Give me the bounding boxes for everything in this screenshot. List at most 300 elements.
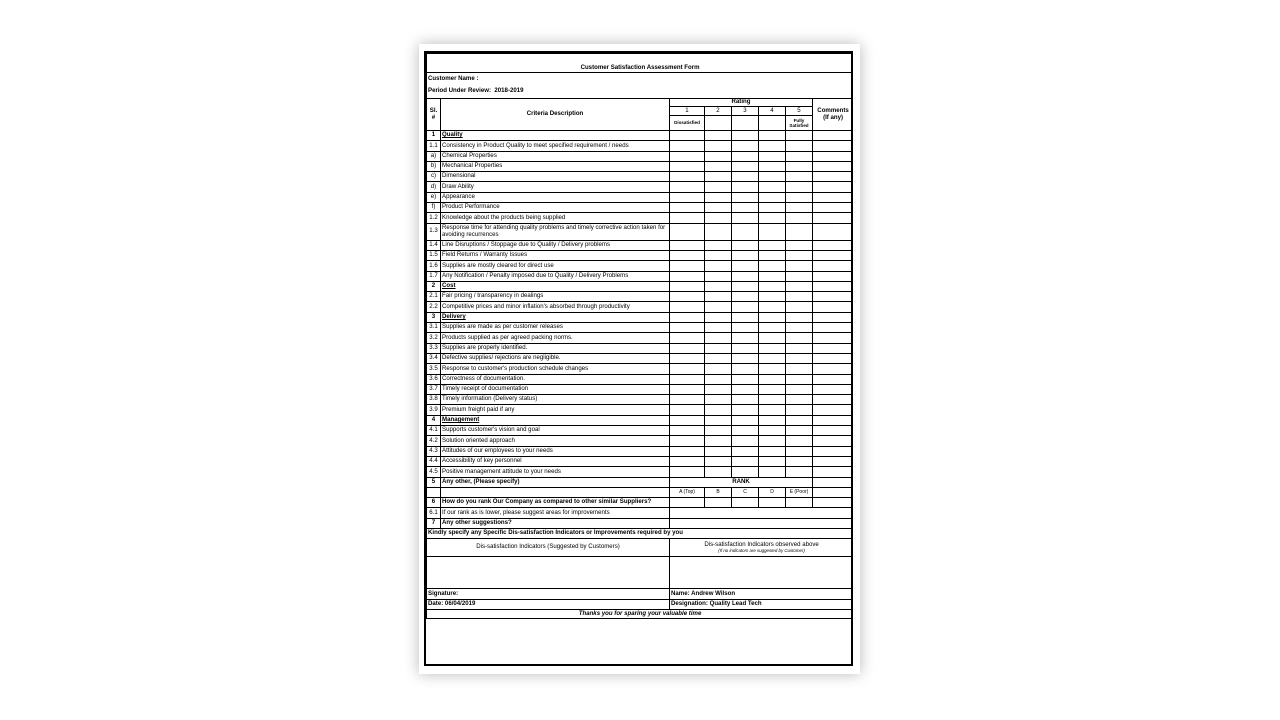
rating-cell-1[interactable] (670, 261, 705, 271)
rating-cell-2[interactable] (705, 467, 732, 477)
rating-cell-5[interactable] (786, 353, 813, 363)
rating-cell-4[interactable] (759, 182, 786, 192)
comments-cell[interactable] (813, 364, 854, 374)
rating-cell-3[interactable] (732, 151, 759, 161)
criteria-row (427, 141, 854, 151)
row-number: c) (427, 172, 441, 182)
q61-text: If our rank as is lower, please suggest areas for improvements (441, 508, 670, 518)
period-under-review (427, 85, 854, 99)
row-number: 4.4 (427, 456, 441, 466)
comments-cell[interactable] (813, 203, 854, 213)
rating-cell-1[interactable] (670, 343, 705, 353)
comments-cell[interactable] (813, 151, 854, 161)
rating-cell-2[interactable] (705, 405, 732, 415)
criteria-text: Mechanical Properties (441, 161, 670, 171)
q61-answer[interactable] (670, 508, 854, 518)
rating-cell-2[interactable] (705, 172, 732, 182)
indicators-left-box[interactable] (427, 557, 670, 589)
criteria-text: Supports customer's vision and goal (441, 426, 670, 436)
criteria-row (427, 203, 854, 213)
rating-cell-5[interactable] (786, 405, 813, 415)
comments-cell (813, 312, 854, 322)
criteria-row (427, 353, 854, 363)
criteria-row (427, 271, 854, 281)
rating-cell-4[interactable] (759, 151, 786, 161)
comments-cell (813, 415, 854, 425)
rating-cell-5[interactable] (786, 446, 813, 456)
period-value: 2018-2019 (494, 87, 524, 95)
row-number: 3.9 (427, 405, 441, 415)
rating-cell-3[interactable] (732, 343, 759, 353)
rating-dissatisfied-label: Dissatisfied (670, 116, 705, 131)
criteria-text: Correctness of documentation. (441, 374, 670, 384)
rating-cell-4[interactable] (759, 374, 786, 384)
rating-cell-4[interactable] (759, 333, 786, 343)
row-number: 4.3 (427, 446, 441, 456)
rating-cell-4[interactable] (759, 192, 786, 202)
rating-cell-2[interactable] (705, 323, 732, 333)
rating-cell-3[interactable] (732, 261, 759, 271)
rating-cell-5[interactable] (786, 292, 813, 302)
rank-c: C (732, 487, 759, 497)
q7-number: 7 (427, 518, 441, 528)
rating-cell-1[interactable] (670, 436, 705, 446)
criteria-text: Supplies are properly identified. (441, 343, 670, 353)
rating-number-1: 1 (670, 107, 705, 116)
comments-cell[interactable] (813, 250, 854, 260)
thanks-note: Thanks you for sparing your valuable time (427, 609, 854, 618)
section-row (427, 415, 854, 425)
comments-cell[interactable] (813, 467, 854, 477)
rating-cell-5[interactable] (786, 436, 813, 446)
rank-cell-c[interactable] (732, 498, 759, 508)
criteria-row (427, 456, 854, 466)
rating-cell-4[interactable] (759, 223, 786, 240)
rating-cell-3[interactable] (732, 203, 759, 213)
rating-cell-1[interactable] (670, 151, 705, 161)
period-label: Period Under Review: (428, 87, 491, 95)
rating-cell-2 (705, 415, 732, 425)
rank-cell-e[interactable] (786, 498, 813, 508)
name-label: Name: Andrew Wilson (670, 589, 854, 599)
rating-cell-5[interactable] (786, 192, 813, 202)
rating-cell-4[interactable] (759, 161, 786, 171)
row-number: 2 (427, 281, 441, 291)
q6-number: 6 (427, 498, 441, 508)
rating-cell-2 (705, 131, 732, 141)
rating-cell-5[interactable] (786, 343, 813, 353)
rating-cell-1[interactable] (670, 250, 705, 260)
comments-cell[interactable] (813, 343, 854, 353)
comments-cell[interactable] (813, 292, 854, 302)
rating-cell-1[interactable] (670, 446, 705, 456)
rating-cell-2[interactable] (705, 182, 732, 192)
rating-cell-5[interactable] (786, 172, 813, 182)
rating-cell-5[interactable] (786, 271, 813, 281)
form-frame (424, 51, 853, 666)
criteria-row (427, 395, 854, 405)
signature-label: Signature: (427, 589, 670, 599)
row-number: 3.7 (427, 384, 441, 394)
rating-cell-2[interactable] (705, 374, 732, 384)
rating-cell-2[interactable] (705, 343, 732, 353)
rating-cell-4[interactable] (759, 323, 786, 333)
rating-number-4: 4 (759, 107, 786, 116)
rating-cell-3[interactable] (732, 446, 759, 456)
rating-cell-3[interactable] (732, 213, 759, 223)
comments-cell[interactable] (813, 374, 854, 384)
header-sl: Sl. # (427, 99, 441, 131)
comments-cell[interactable] (813, 333, 854, 343)
criteria-text: Attitudes of our employees to your needs (441, 446, 670, 456)
criteria-text: Line Disruptions / Stoppage due to Quality / Delivery problems (441, 240, 670, 250)
row-number: d) (427, 182, 441, 192)
criteria-row (427, 261, 854, 271)
rating-cell-2[interactable] (705, 250, 732, 260)
comments-cell[interactable] (813, 456, 854, 466)
rating-cell-3[interactable] (732, 467, 759, 477)
rank-d: D (759, 487, 786, 497)
rating-cell-1[interactable] (670, 467, 705, 477)
rating-cell-1 (670, 415, 705, 425)
comments-cell[interactable] (813, 271, 854, 281)
rating-cell-2[interactable] (705, 292, 732, 302)
rating-cell-1 (670, 312, 705, 322)
criteria-row (427, 240, 854, 250)
rating-cell-5 (786, 415, 813, 425)
rating-cell-3[interactable] (732, 172, 759, 182)
rating-cell-2[interactable] (705, 203, 732, 213)
rating-cell-2[interactable] (705, 426, 732, 436)
rating-cell-3[interactable] (732, 302, 759, 312)
rating-cell-1[interactable] (670, 456, 705, 466)
comments-cell[interactable] (813, 240, 854, 250)
rating-cell-4[interactable] (759, 261, 786, 271)
rating-cell-3[interactable] (732, 395, 759, 405)
rating-cell-2[interactable] (705, 353, 732, 363)
rating-cell-1 (670, 281, 705, 291)
rank-e: E (Poor) (786, 487, 813, 497)
date-label: Date: 06/04/2019 (427, 599, 670, 609)
rating-cell-3[interactable] (732, 250, 759, 260)
criteria-text: Solution oriented approach (441, 436, 670, 446)
rating-cell-2[interactable] (705, 151, 732, 161)
criteria-text: Any Notification / Penalty imposed due to Quality / Delivery Problems (441, 271, 670, 281)
rating-cell-5[interactable] (786, 384, 813, 394)
rating-cell-2[interactable] (705, 436, 732, 446)
rating-cell-5[interactable] (786, 161, 813, 171)
rating-cell-3[interactable] (732, 182, 759, 192)
row-number: 1.5 (427, 250, 441, 260)
rating-cell-5[interactable] (786, 364, 813, 374)
rating-cell-2[interactable] (705, 271, 732, 281)
section-title: Management (441, 415, 670, 425)
criteria-text: Competitive prices and minor inflation's absorbed through productivity (441, 302, 670, 312)
rating-cell-4[interactable] (759, 343, 786, 353)
comments-cell[interactable] (813, 353, 854, 363)
rating-cell-1[interactable] (670, 333, 705, 343)
criteria-row (427, 364, 854, 374)
rating-cell-5[interactable] (786, 426, 813, 436)
q61-number: 6.1 (427, 508, 441, 518)
rating-cell-2[interactable] (705, 384, 732, 394)
rating-cell-1[interactable] (670, 240, 705, 250)
row-number: a) (427, 151, 441, 161)
section-title: Delivery (441, 312, 670, 322)
criteria-row (427, 333, 854, 343)
rating-cell-4[interactable] (759, 271, 786, 281)
rating-cell-1[interactable] (670, 292, 705, 302)
rating-cell-1[interactable] (670, 374, 705, 384)
rating-cell-3[interactable] (732, 271, 759, 281)
row-number: 1.6 (427, 261, 441, 271)
rank-cell-d[interactable] (759, 498, 786, 508)
rating-cell-5[interactable] (786, 395, 813, 405)
rating-cell-5[interactable] (786, 250, 813, 260)
section-row (427, 281, 854, 291)
comments-cell[interactable] (813, 405, 854, 415)
comments-cell[interactable] (813, 213, 854, 223)
rating-cell-3[interactable] (732, 192, 759, 202)
criteria-text: Fair pricing / transparency in dealings (441, 292, 670, 302)
rating-cell-4[interactable] (759, 240, 786, 250)
rating-cell-5[interactable] (786, 151, 813, 161)
rating-cell-5[interactable] (786, 223, 813, 240)
row-number: 1.1 (427, 141, 441, 151)
rating-cell-1[interactable] (670, 172, 705, 182)
rating-cell-2[interactable] (705, 333, 732, 343)
row-number: 3.4 (427, 353, 441, 363)
form-title: Customer Satisfaction Assessment Form (427, 54, 854, 73)
comments-cell[interactable] (813, 172, 854, 182)
rating-cell-3[interactable] (732, 292, 759, 302)
any-other-number: 5 (427, 477, 441, 487)
rating-cell-2[interactable] (705, 240, 732, 250)
comments-cell[interactable] (813, 426, 854, 436)
criteria-row (427, 172, 854, 182)
indicators-right-box[interactable] (670, 557, 854, 589)
rating-cell-4[interactable] (759, 353, 786, 363)
q7-answer[interactable] (670, 518, 854, 528)
rating-cell-2[interactable] (705, 161, 732, 171)
row-number: 4.5 (427, 467, 441, 477)
rating-cell-2[interactable] (705, 261, 732, 271)
criteria-row (427, 151, 854, 161)
rating-cell-3[interactable] (732, 333, 759, 343)
rating-cell-3 (732, 312, 759, 322)
rating-cell-5[interactable] (786, 456, 813, 466)
rating-cell-3[interactable] (732, 353, 759, 363)
rating-cell-5[interactable] (786, 323, 813, 333)
rating-cell-5[interactable] (786, 374, 813, 384)
rating-cell-3[interactable] (732, 426, 759, 436)
rating-cell-4 (759, 131, 786, 141)
row-number: 3.6 (427, 374, 441, 384)
rating-cell-2[interactable] (705, 395, 732, 405)
row-number: 4.1 (427, 426, 441, 436)
criteria-row (427, 374, 854, 384)
rating-cell-4[interactable] (759, 426, 786, 436)
rating-cell-1[interactable] (670, 395, 705, 405)
rating-cell-1[interactable] (670, 141, 705, 151)
rating-cell-2[interactable] (705, 213, 732, 223)
row-number: 1.4 (427, 240, 441, 250)
rating-cell-1[interactable] (670, 192, 705, 202)
rating-cell-4[interactable] (759, 456, 786, 466)
criteria-text: Appearance (441, 192, 670, 202)
rating-cell-1[interactable] (670, 353, 705, 363)
indicators-right-title: Dis-satisfaction Indicators observed above (704, 541, 819, 548)
criteria-row (427, 292, 854, 302)
rating-cell-3[interactable] (732, 240, 759, 250)
rating-cell-4[interactable] (759, 172, 786, 182)
rating-cell-3[interactable] (732, 364, 759, 374)
header-rating: Rating (670, 99, 813, 107)
rating-cell-1[interactable] (670, 213, 705, 223)
rating-cell-4[interactable] (759, 292, 786, 302)
rating-cell-2[interactable] (705, 456, 732, 466)
row-number: 1.7 (427, 271, 441, 281)
rating-cell-3[interactable] (732, 374, 759, 384)
rating-cell-5 (786, 312, 813, 322)
row-number: 1.3 (427, 223, 441, 240)
criteria-text: Field Returns / Warranty Issues (441, 250, 670, 260)
rating-cell-4[interactable] (759, 250, 786, 260)
rating-cell-5[interactable] (786, 213, 813, 223)
rating-number-5: 5 (786, 107, 813, 116)
rating-cell-4[interactable] (759, 364, 786, 374)
rating-cell-4[interactable] (759, 302, 786, 312)
rating-cell-2[interactable] (705, 223, 732, 240)
rating-cell-1[interactable] (670, 323, 705, 333)
criteria-text: Product Performance (441, 203, 670, 213)
rating-cell-5[interactable] (786, 261, 813, 271)
comments-cell[interactable] (813, 302, 854, 312)
rank-cell-b[interactable] (705, 498, 732, 508)
row-number: 3.2 (427, 333, 441, 343)
rating-cell-3 (732, 415, 759, 425)
comments-cell[interactable] (813, 384, 854, 394)
rating-cell-3[interactable] (732, 456, 759, 466)
rating-cell-4[interactable] (759, 384, 786, 394)
criteria-text: Supplies are mostly cleared for direct use (441, 261, 670, 271)
criteria-text: Chemical Properties (441, 151, 670, 161)
rating-cell-3[interactable] (732, 161, 759, 171)
row-number: 4.2 (427, 436, 441, 446)
rating-cell-5[interactable] (786, 182, 813, 192)
indicators-right-note: (If no indicators are suggested by Customer) (718, 547, 805, 553)
criteria-text: Dimensional (441, 172, 670, 182)
rating-cell-4[interactable] (759, 203, 786, 213)
criteria-row (427, 323, 854, 333)
rating-cell-1[interactable] (670, 426, 705, 436)
rating-cell-1[interactable] (670, 364, 705, 374)
section-title: Cost (441, 281, 670, 291)
rating-cell-1[interactable] (670, 182, 705, 192)
rating-cell-1[interactable] (670, 203, 705, 213)
comments-cell[interactable] (813, 141, 854, 151)
comments-cell[interactable] (813, 192, 854, 202)
rating-cell-4[interactable] (759, 436, 786, 446)
criteria-text: Knowledge about the products being supplied (441, 213, 670, 223)
rating-cell-2[interactable] (705, 446, 732, 456)
criteria-row (427, 405, 854, 415)
rating-cell-1[interactable] (670, 271, 705, 281)
rating-cell-5[interactable] (786, 203, 813, 213)
section-row (427, 131, 854, 141)
rating-cell-2[interactable] (705, 141, 732, 151)
rating-cell-1[interactable] (670, 223, 705, 240)
criteria-text: Supplies are made as per customer releases (441, 323, 670, 333)
rank-cell-a[interactable] (670, 498, 705, 508)
comments-cell[interactable] (813, 436, 854, 446)
row-number: f) (427, 203, 441, 213)
rank-title: RANK (670, 477, 813, 487)
comments-cell[interactable] (813, 161, 854, 171)
comments-cell[interactable] (813, 223, 854, 240)
criteria-text: Products supplied as per agreed packing norms. (441, 333, 670, 343)
rating-cell-3[interactable] (732, 384, 759, 394)
rating-cell-5[interactable] (786, 333, 813, 343)
rating-cell-5[interactable] (786, 467, 813, 477)
row-number: 1.2 (427, 213, 441, 223)
comments-cell[interactable] (813, 261, 854, 271)
rating-cell-5[interactable] (786, 141, 813, 151)
rating-cell-5[interactable] (786, 240, 813, 250)
rating-cell-1[interactable] (670, 161, 705, 171)
rating-cell-3[interactable] (732, 141, 759, 151)
rating-cell-3[interactable] (732, 223, 759, 240)
rating-cell-2[interactable] (705, 364, 732, 374)
rating-cell-4[interactable] (759, 395, 786, 405)
indicators-left-header: Dis-satisfaction Indicators (Suggested by Customers) (427, 539, 670, 557)
comments-cell (813, 281, 854, 291)
rating-cell-1[interactable] (670, 405, 705, 415)
criteria-text: Response time for attending quality problems and timely corrective action taken for avoiding recurrences (441, 223, 670, 240)
rating-cell-3[interactable] (732, 323, 759, 333)
rating-cell-4[interactable] (759, 141, 786, 151)
rating-cell-4[interactable] (759, 405, 786, 415)
rating-cell-1 (670, 131, 705, 141)
rating-cell-5[interactable] (786, 302, 813, 312)
rating-cell-4 (759, 415, 786, 425)
criteria-row (427, 182, 854, 192)
criteria-text: Premium freight paid if any (441, 405, 670, 415)
criteria-row (427, 250, 854, 260)
rating-cell-4[interactable] (759, 467, 786, 477)
rating-cell-2[interactable] (705, 192, 732, 202)
rating-cell-3[interactable] (732, 405, 759, 415)
rating-cell-4[interactable] (759, 446, 786, 456)
rating-cell-3[interactable] (732, 436, 759, 446)
comments-cell[interactable] (813, 323, 854, 333)
rating-cell-1[interactable] (670, 302, 705, 312)
q7-text: Any other suggestions? (441, 518, 670, 528)
rating-cell-5 (786, 131, 813, 141)
comments-cell[interactable] (813, 182, 854, 192)
comments-cell[interactable] (813, 395, 854, 405)
comments-cell[interactable] (813, 446, 854, 456)
document-page (419, 44, 860, 674)
rating-cell-1[interactable] (670, 384, 705, 394)
comments-cell (813, 131, 854, 141)
criteria-row (427, 161, 854, 171)
criteria-text: Positive management attitude to your needs (441, 467, 670, 477)
criteria-row (427, 384, 854, 394)
section-title: Quality (441, 131, 670, 141)
rating-cell-4[interactable] (759, 213, 786, 223)
rating-cell-2[interactable] (705, 302, 732, 312)
